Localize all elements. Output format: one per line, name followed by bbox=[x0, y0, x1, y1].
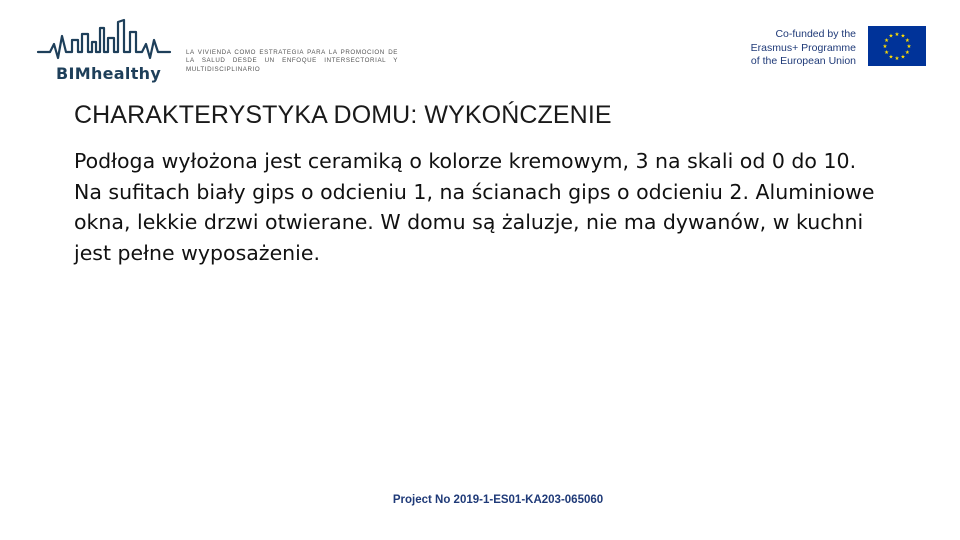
eu-line-2: Erasmus+ Programme bbox=[750, 41, 856, 54]
eu-line-3: of the European Union bbox=[750, 55, 856, 67]
eu-star: ★ bbox=[894, 32, 900, 38]
eu-star: ★ bbox=[904, 50, 910, 56]
eu-star: ★ bbox=[904, 38, 910, 44]
eu-star: ★ bbox=[906, 44, 912, 50]
heartbeat-city-icon bbox=[34, 14, 174, 64]
slide-body-text: Podłoga wyłożona jest ceramiką o kolorze kremowym, 3 na skali od 0 do 10. Na sufitach biały gips o odcieniu 1, na ścianach gips o odcieniu 2. Aluminiowe okna, lekkie drzwi otwierane. W domu są żaluzje, nie ma dywanów, w kuchni jest pełne wyposażenie. bbox=[74, 149, 875, 265]
project-number: Project No 2019-1-ES01-KA203-065060 bbox=[392, 494, 604, 506]
eu-star: ★ bbox=[894, 56, 900, 62]
eu-star: ★ bbox=[882, 44, 888, 50]
eu-star: ★ bbox=[900, 54, 906, 61]
eu-star: ★ bbox=[884, 50, 890, 56]
eu-funding-text bbox=[696, 28, 856, 69]
eu-star: ★ bbox=[884, 38, 890, 44]
bimhealthy-logo bbox=[34, 14, 174, 86]
eu-line-1: Co-funded by the bbox=[775, 28, 856, 40]
eu-star: ★ bbox=[888, 33, 894, 40]
eu-star: ★ bbox=[900, 33, 906, 40]
eu-flag-icon bbox=[868, 26, 926, 66]
eu-star: ★ bbox=[888, 54, 894, 61]
logo-text: BIMhealthy bbox=[56, 64, 162, 83]
slide-title: CHARAKTERYSTYKA DOMU: WYKOŃCZENIE bbox=[74, 101, 612, 129]
project-tagline: LA VIVIENDA COMO ESTRATEGIA PARA LA PROMOCION DE LA SALUD DESDE UN ENFOQUE INTERSECTORIAL Y MULTIDISCIPLINARIO bbox=[186, 49, 398, 73]
